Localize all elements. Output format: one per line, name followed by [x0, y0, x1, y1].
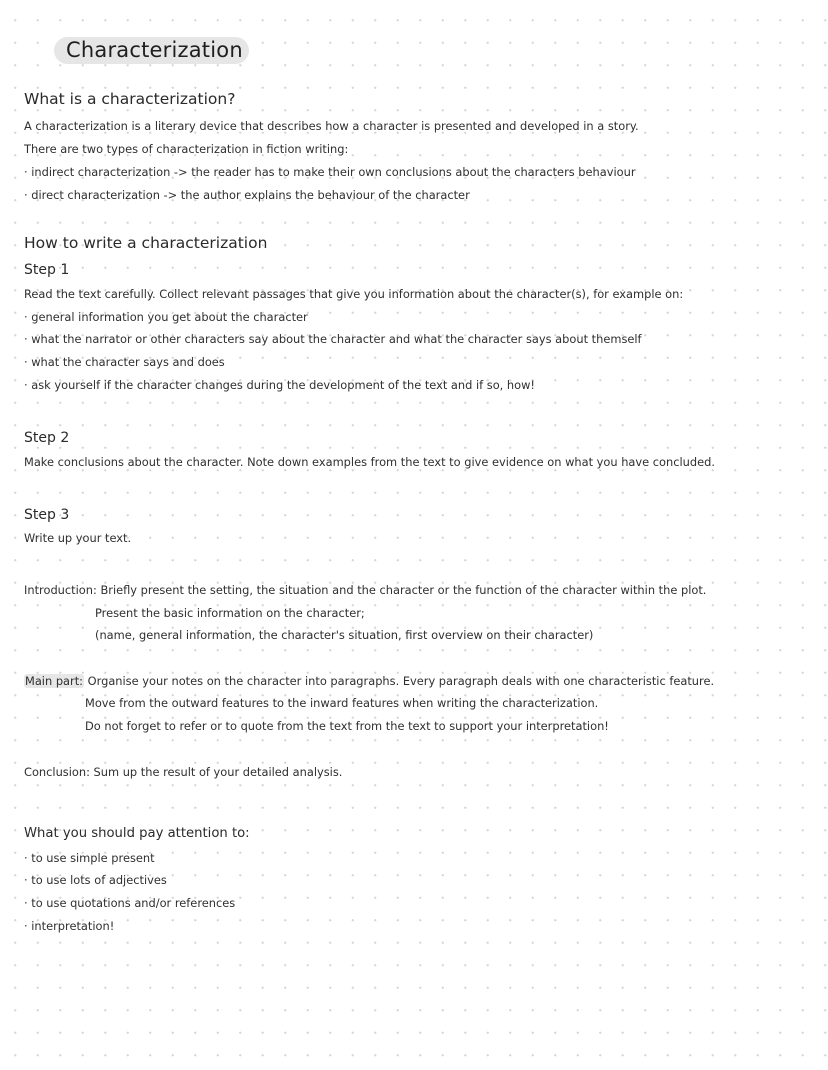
conclusion-row [24, 764, 342, 780]
introduction-text: Briefly present the setting, the situation and the character or the function of the character within the plot. [100, 583, 707, 597]
step1-label: Step 1 [24, 262, 70, 278]
intro-bullet: · direct characterization -> the author explains the behaviour of the character [24, 188, 470, 202]
step2-line: Make conclusions about the character. Note down examples from the text to give evidence on what you have concluded. [24, 455, 715, 469]
howto-heading: How to write a characterization [24, 234, 268, 252]
step1-bullet: · what the narrator or other characters say about the character and what the character says about themself [24, 332, 642, 346]
step1-bullet: · what the character says and does [24, 355, 225, 369]
attention-item: · to use quotations and/or references [24, 896, 236, 910]
step1-bullet: · ask yourself if the character changes during the development of the text and if so, how! [24, 378, 535, 392]
conclusion-label: Conclusion: [24, 765, 90, 779]
main-part-line: Do not forget to refer or to quote from the text from the text to support your interpretation! [85, 719, 609, 733]
step1-line: Read the text carefully. Collect relevant passages that give you information about the character(s), for example on: [24, 287, 684, 301]
introduction-line: (name, general information, the character's situation, first overview on their character) [95, 628, 594, 642]
attention-item: · to use lots of adjectives [24, 873, 167, 887]
attention-item: · to use simple present [24, 851, 155, 865]
step3-label: Step 3 [24, 507, 70, 523]
main-part-line: Move from the outward features to the inward features when writing the characterization. [85, 696, 599, 710]
intro-line: There are two types of characterization in fiction writing: [24, 142, 349, 156]
step1-bullet: · general information you get about the character [24, 310, 308, 324]
introduction-line: Present the basic information on the character; [95, 606, 365, 620]
step3-line: Write up your text. [24, 531, 132, 545]
attention-heading: What you should pay attention to: [24, 826, 250, 841]
introduction-row [24, 582, 706, 598]
step2-label: Step 2 [24, 430, 70, 446]
page-title: Characterization [54, 37, 249, 64]
main-part-label: Main part: [25, 674, 84, 688]
main-part-row [24, 673, 714, 689]
intro-heading: What is a characterization? [24, 90, 236, 108]
introduction-label: Introduction: [24, 583, 97, 597]
conclusion-text: Sum up the result of your detailed analysis. [93, 765, 343, 779]
intro-bullet: · indirect characterization -> the reader has to make their own conclusions about the characters behaviour [24, 165, 636, 179]
attention-item: · interpretation! [24, 919, 115, 933]
main-part-text: Organise your notes on the character into paragraphs. Every paragraph deals with one characteristic feature. [87, 674, 715, 688]
intro-line: A characterization is a literary device that describes how a character is presented and developed in a story. [24, 119, 639, 133]
